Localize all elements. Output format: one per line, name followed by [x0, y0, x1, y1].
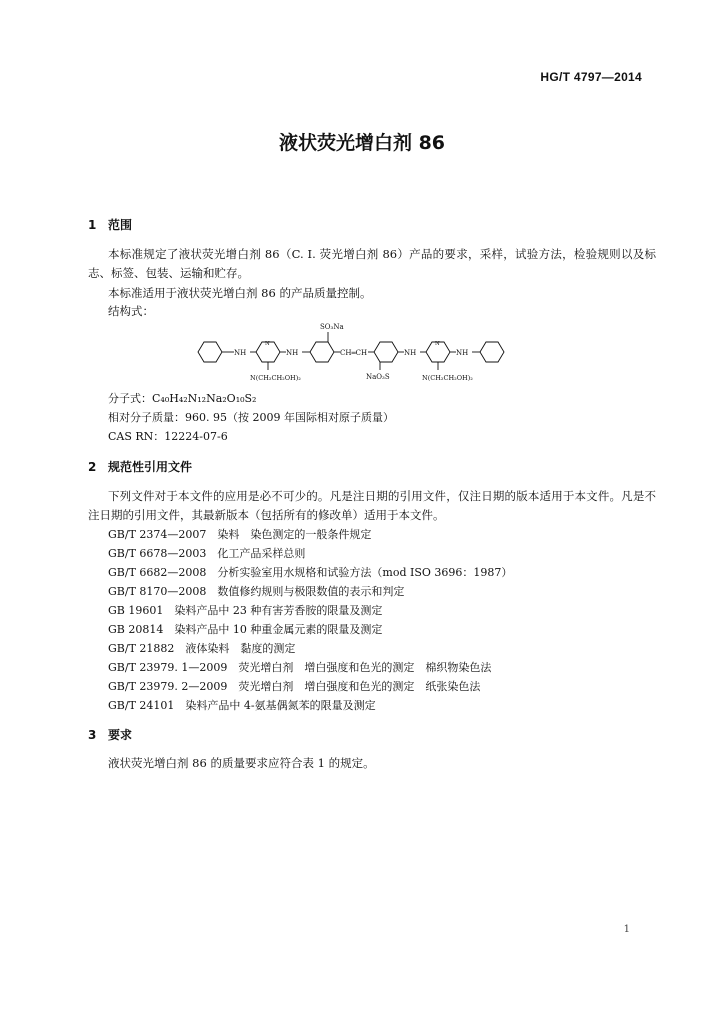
reference-code: GB/T 23979. 2—2009 [108, 680, 228, 693]
reference-title: 染料产品中 10 种重金属元素的限量及测定 [174, 623, 383, 636]
reference-code: GB/T 2374—2007 [108, 528, 207, 541]
reference-code: GB/T 8170—2008 [108, 585, 207, 598]
reference-item [108, 545, 305, 561]
triazine-n-label: N [265, 341, 270, 347]
reference-title: 化工产品采样总则 [217, 547, 306, 560]
section-title: 规范性引用文件 [108, 460, 193, 474]
reference-item [108, 697, 376, 713]
section-heading-refs [88, 458, 192, 475]
section-title: 范围 [108, 218, 133, 232]
reference-title: 数值修约规则与极限数值的表示和判定 [217, 585, 405, 598]
scope-paragraph-2: 本标准适用于液状荧光增白剂 86 的产品质量控制。 [108, 286, 372, 300]
scope-paragraph-1: 本标准规定了液状荧光增白剂 86（C. I. 荧光增白剂 86）产品的要求，采样，试验方法，检验规则以及标志、标签、包装、运输和贮存。 [88, 247, 656, 280]
reference-item [108, 583, 404, 599]
sulfonate-top-label: SO₃Na [320, 323, 344, 331]
section-heading-scope [88, 216, 132, 233]
reference-item [108, 678, 480, 694]
document-title: 液状荧光增白剂 86 [278, 132, 446, 154]
reference-code: GB 19601 [108, 604, 164, 617]
reference-title: 液体染料 黏度的测定 [185, 642, 296, 655]
triazine-n-label-right: N [435, 341, 440, 347]
structure-label: 结构式： [108, 304, 154, 318]
reference-item [108, 640, 295, 656]
section-number: 3 [88, 728, 97, 742]
nh-label-2: NH [286, 349, 299, 357]
reference-item [108, 602, 382, 618]
reference-item [108, 526, 371, 542]
section-heading-requirements [88, 726, 132, 743]
refs-intro: 下列文件对于本文件的应用是必不可少的。凡是注日期的引用文件，仅注日期的版本适用于本文件。凡是不注日期的引用文件，其最新版本（包括所有的修改单）适用于本文件。 [88, 489, 656, 522]
reference-code: GB/T 24101 [108, 699, 175, 712]
amine-substituent-right: N(CH₂CH₂OH)₂ [422, 374, 473, 382]
molecular-formula: 分子式：C₄₀H₄₂N₁₂Na₂O₁₀S₂ [108, 392, 257, 405]
reference-item [108, 659, 491, 675]
nh-label-1: NH [234, 349, 247, 357]
reference-item [108, 564, 512, 580]
section-number: 1 [88, 218, 97, 232]
nh-label-3: NH [404, 349, 417, 357]
reference-title: 荧光增白剂 增白强度和色光的测定 纸张染色法 [238, 680, 481, 693]
nh-label-4: NH [456, 349, 469, 357]
sulfonate-bottom-label: NaO₃S [366, 373, 390, 381]
reference-title: 染料产品中 23 种有害芳香胺的限量及测定 [174, 604, 383, 617]
reference-title: 染料产品中 4-氨基偶氮苯的限量及测定 [185, 699, 376, 712]
structural-formula [190, 318, 530, 390]
reference-code: GB 20814 [108, 623, 164, 636]
reference-title: 荧光增白剂 增白强度和色光的测定 棉织物染色法 [238, 661, 492, 674]
section-title: 要求 [108, 728, 133, 742]
reference-item [108, 621, 382, 637]
reference-code: GB/T 6682—2008 [108, 566, 207, 579]
vinylene-label: CH═CH [340, 349, 368, 357]
molecular-mass: 相对分子质量：960. 95（按 2009 年国际相对原子质量） [108, 411, 394, 424]
standard-code: HG/T 4797—2014 [540, 70, 642, 84]
amine-substituent-left: N(CH₂CH₂OH)₂ [250, 374, 301, 382]
reference-code: GB/T 21882 [108, 642, 175, 655]
cas-number: CAS RN：12224-07-6 [108, 430, 228, 443]
reference-title: 分析实验室用水规格和试验方法（mod ISO 3696：1987） [217, 566, 513, 579]
reference-code: GB/T 6678—2003 [108, 547, 207, 560]
reference-code: GB/T 23979. 1—2009 [108, 661, 228, 674]
reference-title: 染料 染色测定的一般条件规定 [217, 528, 372, 541]
requirements-paragraph: 液状荧光增白剂 86 的质量要求应符合表 1 的规定。 [108, 756, 375, 770]
page-number: 1 [623, 924, 630, 935]
section-number: 2 [88, 460, 97, 474]
